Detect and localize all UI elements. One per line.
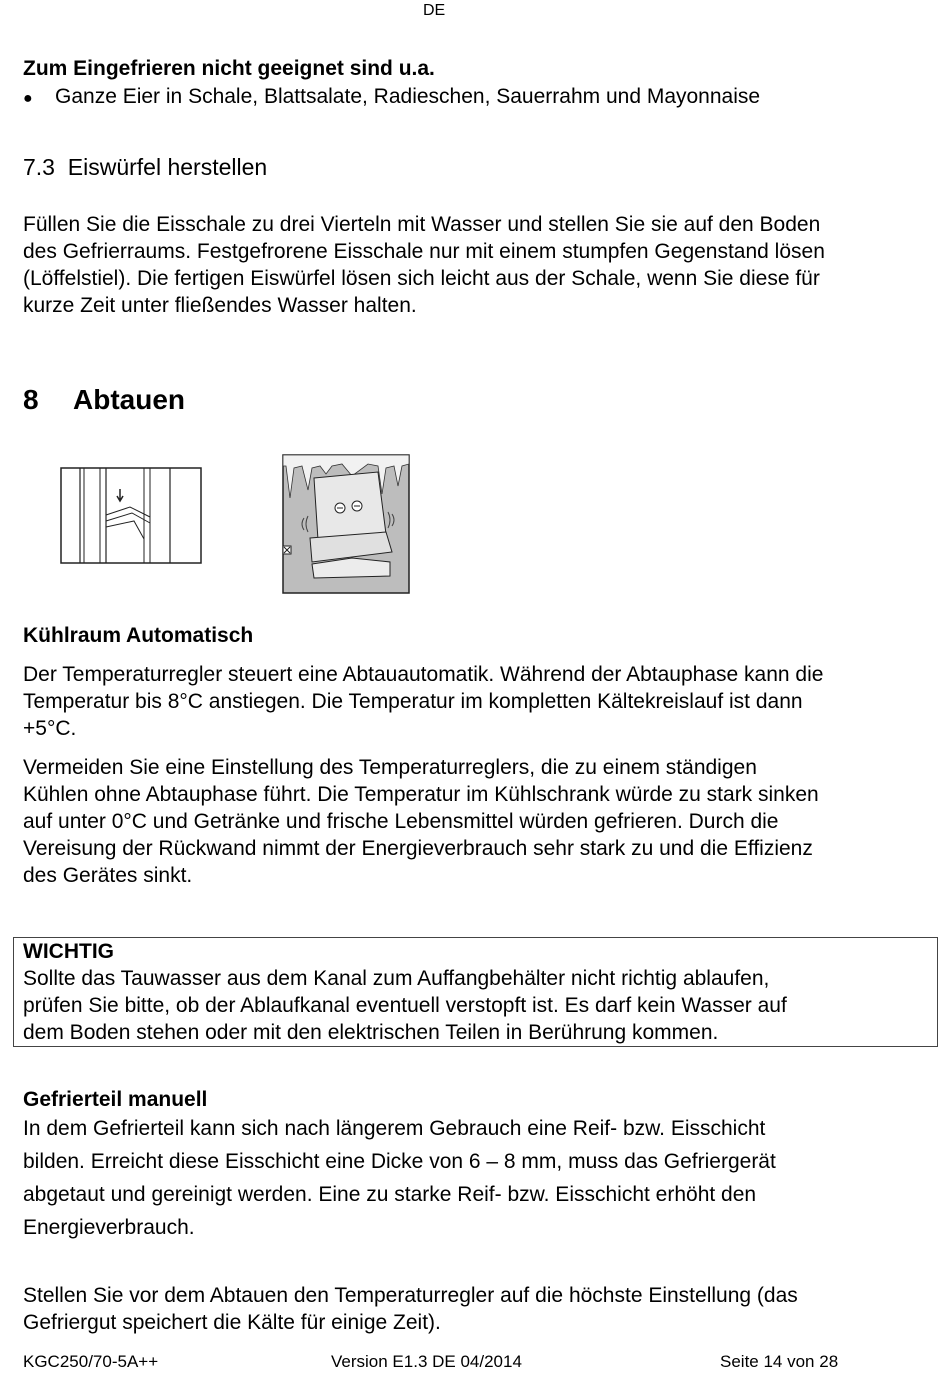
fridge-paragraph-2 (23, 754, 928, 889)
freezer-heading: Gefrierteil manuell (23, 1088, 208, 1111)
section-number: 8 (23, 384, 39, 415)
text-line: In dem Gefrierteil kann sich nach längerem Gebrauch eine Reif- bzw. Eisschicht (23, 1117, 766, 1140)
text-line: Vereisung der Rückwand nimmt der Energieverbrauch sehr stark zu und die Effizienz (23, 837, 813, 860)
text-line: Stellen Sie vor dem Abtauen den Temperaturregler auf die höchste Einstellung (das (23, 1284, 798, 1307)
text-line: bilden. Erreicht diese Eisschicht eine Dicke von 6 – 8 mm, muss das Gefriergerät (23, 1150, 776, 1173)
ice-paragraph (23, 211, 928, 319)
text-line: Energieverbrauch. (23, 1216, 195, 1239)
not-suitable-heading: Zum Eingefrieren nicht geeignet sind u.a. (23, 57, 435, 80)
text-line: Kühlen ohne Abtauphase führt. Die Temperatur im Kühlschrank würde zu stark sinken (23, 783, 819, 806)
text-line: auf unter 0°C und Getränke und frische Lebensmittel würden gefrieren. Durch die (23, 810, 779, 833)
section-title: Abtauen (73, 384, 185, 415)
fridge-heading: Kühlraum Automatisch (23, 624, 254, 647)
final-paragraph (23, 1282, 928, 1336)
text-line: (Löffelstiel). Die fertigen Eiswürfel lösen sich leicht aus der Schale, wenn Sie diese für (23, 267, 820, 290)
footer-version: Version E1.3 DE 04/2014 (331, 1352, 522, 1371)
text-line: Temperatur bis 8°C anstiegen. Die Temperatur im kompletten Kältekreislauf ist dann (23, 690, 803, 713)
text-line: des Gerätes sinkt. (23, 864, 193, 887)
freezer-defrost-illustration (282, 454, 410, 594)
bullet-text: Ganze Eier in Schale, Blattsalate, Radieschen, Sauerrahm und Mayonnaise (55, 85, 761, 108)
bullet-icon: ● (23, 90, 33, 107)
text-line: prüfen Sie bitte, ob der Ablaufkanal eventuell verstopft ist. Es darf kein Wasser auf (23, 994, 787, 1017)
footer-model: KGC250/70-5A++ (23, 1352, 159, 1371)
language-label: DE (423, 2, 446, 19)
text-line: Vermeiden Sie eine Einstellung des Temperaturreglers, die zu einem ständigen (23, 756, 757, 779)
freezer-paragraph (23, 1112, 928, 1244)
text-line: abgetaut und gereinigt werden. Eine zu starke Reif- bzw. Eisschicht erhöht den (23, 1183, 757, 1206)
text-line: Der Temperaturregler steuert eine Abtauautomatik. Während der Abtauphase kann die (23, 663, 824, 686)
fridge-paragraph-1 (23, 661, 928, 742)
text-line: Gefriergut speichert die Kälte für einige Zeit). (23, 1311, 441, 1334)
warning-content (23, 938, 928, 1046)
warning-title: WICHTIG (23, 940, 114, 963)
not-suitable-bullet (23, 83, 760, 112)
text-line: Sollte das Tauwasser aus dem Kanal zum Auffangbehälter nicht richtig ablaufen, (23, 967, 770, 990)
text-line: dem Boden stehen oder mit den elektrischen Teilen in Berührung kommen. (23, 1021, 719, 1044)
text-line: kurze Zeit unter fließendes Wasser halten. (23, 294, 417, 317)
ice-heading: 7.3 Eiswürfel herstellen (23, 154, 268, 180)
text-line: des Gefrierraums. Festgefrorene Eisschale nur mit einem stumpfen Gegenstand lösen (23, 240, 825, 263)
fridge-drain-illustration (60, 467, 202, 564)
text-line: +5°C. (23, 717, 77, 740)
text-line: Füllen Sie die Eisschale zu drei Vierteln mit Wasser und stellen Sie sie auf den Boden (23, 213, 821, 236)
footer-page: Seite 14 von 28 (720, 1352, 839, 1371)
